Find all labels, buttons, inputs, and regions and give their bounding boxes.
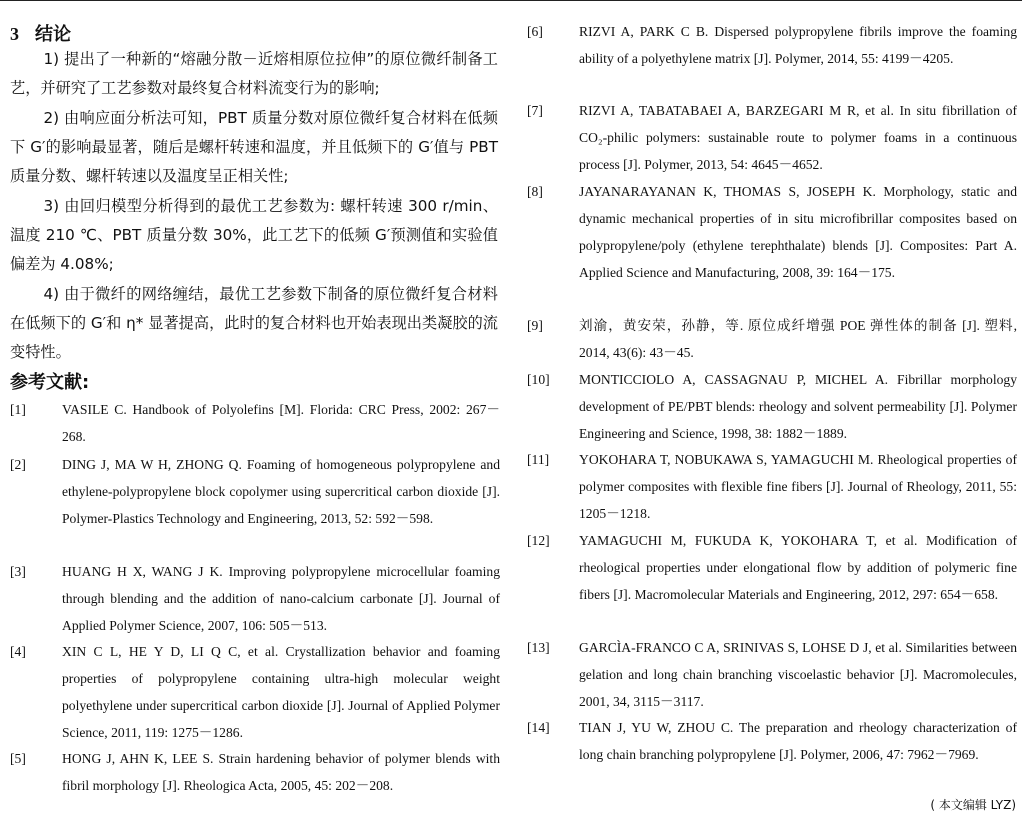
reference-text: YOKOHARA T, NOBUKAWA S, YAMAGUCHI M. Rheological properties of polymer composites with flexible fine fibers [J]. Journal of Rheology, 2011, 55: 1205－1218. — [579, 452, 1017, 521]
reference-text: MONTICCIOLO A, CASSAGNAU P, MICHEL A. Fibrillar morphology development of PE/PBT blends: rheology and solvent permeability [J]. Polymer Engineering and Science, 1998, 38: 1882－1889. — [579, 372, 1017, 441]
reference-text: YAMAGUCHI M, FUKUDA K, YOKOHARA T, et al. Modification of rheological properties under elongational flow by addition of polymeric fine fibers [J]. Macromolecular Materials and Engineering, 2012, 297: 654－658. — [579, 533, 1017, 602]
reference-number: [3] — [10, 564, 26, 579]
reference-item — [10, 638, 500, 746]
reference-number: [2] — [10, 457, 26, 472]
reference-text: RIZVI A, TABATABAEI A, BARZEGARI M R, et al. In situ fibrillation of CO₂-philic polymers: sustainable route to polymer foams in a continuous process [J]. Polymer, 2013, 54: 4645－4652. — [579, 103, 1017, 172]
reference-item — [527, 634, 1017, 715]
reference-number: [9] — [527, 318, 543, 333]
editor-note: ( 本文编辑 LYZ) — [930, 798, 1016, 812]
conclusion-paragraph-1: 1) 提出了一种新的“熔融分散－近熔相原位拉伸”的原位微纤制备工艺，并研究了工艺参数对最终复合材料流变行为的影响; — [10, 50, 498, 97]
reference-number: [5] — [10, 751, 26, 766]
reference-item — [527, 527, 1017, 608]
reference-number: [6] — [527, 24, 543, 39]
conclusion-paragraph-4: 4) 由于微纤的网络缠结，最优工艺参数下制备的原位微纤复合材料在低频下的 G′和 η* 显著提高，此时的复合材料也开始表现出类凝胶的流变特性。 — [10, 285, 498, 361]
reference-item — [527, 366, 1017, 447]
section-title: 结论 — [35, 24, 71, 45]
reference-item — [10, 396, 500, 450]
reference-number: [10] — [527, 372, 550, 387]
top-rule — [0, 0, 1022, 1]
reference-number: [13] — [527, 640, 550, 655]
reference-text: VASILE C. Handbook of Polyolefins [M]. Florida: CRC Press, 2002: 267－268. — [62, 402, 500, 444]
reference-item — [10, 451, 500, 532]
reference-number: [1] — [10, 402, 26, 417]
reference-item — [527, 178, 1017, 286]
reference-text: JAYANARAYANAN K, THOMAS S, JOSEPH K. Morphology, static and dynamic mechanical properties of in situ microfibrillar composites based on polypropylene/poly (ethylene terephthalate) blends [J]. Composites: Part A. Applied Science and Manufacturing, 2008, 39: 164－175. — [579, 184, 1017, 280]
reference-text: HUANG H X, WANG J K. Improving polypropylene microcellular foaming through blending and the addition of nano-calcium carbonate [J]. Journal of Applied Polymer Science, 2007, 106: 505－513. — [62, 564, 500, 633]
reference-text: XIN C L, HE Y D, LI Q C, et al. Crystallization behavior and foaming properties of polypropylene containing ultra-high molecular weight polyethylene under supercritical carbon dioxide [J]. Journal of Applied Polymer Science, 2011, 119: 1275－1286. — [62, 644, 500, 740]
reference-item — [10, 745, 500, 799]
reference-text: 刘渝，黄安荣，孙静，等. 原位成纤增强 POE 弹性体的制备 [J]. 塑料, 2014, 43(6): 43－45. — [579, 318, 1017, 360]
reference-text: DING J, MA W H, ZHONG Q. Foaming of homogeneous polypropylene and ethylene-polypropylene block copolymer using supercritical carbon dioxide [J]. Polymer-Plastics Technology and Engineering, 2013, 52: 592－598. — [62, 457, 500, 526]
reference-text: HONG J, AHN K, LEE S. Strain hardening behavior of polymer blends with fibril morphology [J]. Rheologica Acta, 2005, 45: 202－208. — [62, 751, 500, 793]
reference-text: RIZVI A, PARK C B. Dispersed polypropylene fibrils improve the foaming ability of a polyethylene matrix [J]. Polymer, 2014, 55: 4199－4205. — [579, 24, 1017, 66]
section-number: 3 — [10, 24, 19, 44]
reference-number: [14] — [527, 720, 550, 735]
reference-item — [527, 97, 1017, 178]
reference-number: [4] — [10, 644, 26, 659]
reference-item — [527, 18, 1017, 72]
references-heading: 参考文献: — [10, 372, 90, 393]
reference-number: [11] — [527, 452, 550, 467]
reference-item — [527, 714, 1017, 768]
reference-item — [10, 558, 500, 639]
section-heading — [10, 20, 71, 46]
conclusion-paragraph-3: 3) 由回归模型分析得到的最优工艺参数为: 螺杆转速 300 r/min、温度 210 ℃、PBT 质量分数 30%，此工艺下的低频 G′预测值和实验值偏差为 4.08%; — [10, 197, 498, 273]
reference-number: [8] — [527, 184, 543, 199]
reference-number: [7] — [527, 103, 543, 118]
reference-text: GARCÌA-FRANCO C A, SRINIVAS S, LOHSE D J, et al. Similarities between gelation and long chain branching viscoelastic behavior [J]. Macromolecules, 2001, 34, 3115－3117. — [579, 640, 1017, 709]
reference-item — [527, 446, 1017, 527]
reference-number: [12] — [527, 533, 550, 548]
conclusion-paragraph-2: 2) 由响应面分析法可知，PBT 质量分数对原位微纤复合材料在低频下 G′的影响最显著，随后是螺杆转速和温度，并且低频下的 G′值与 PBT 质量分数、螺杆转速以及温度呈正相关性; — [10, 109, 498, 185]
reference-item — [527, 312, 1017, 366]
reference-text: TIAN J, YU W, ZHOU C. The preparation and rheology characterization of long chain branching polypropylene [J]. Polymer, 2006, 47: 7962－7969. — [579, 720, 1017, 762]
